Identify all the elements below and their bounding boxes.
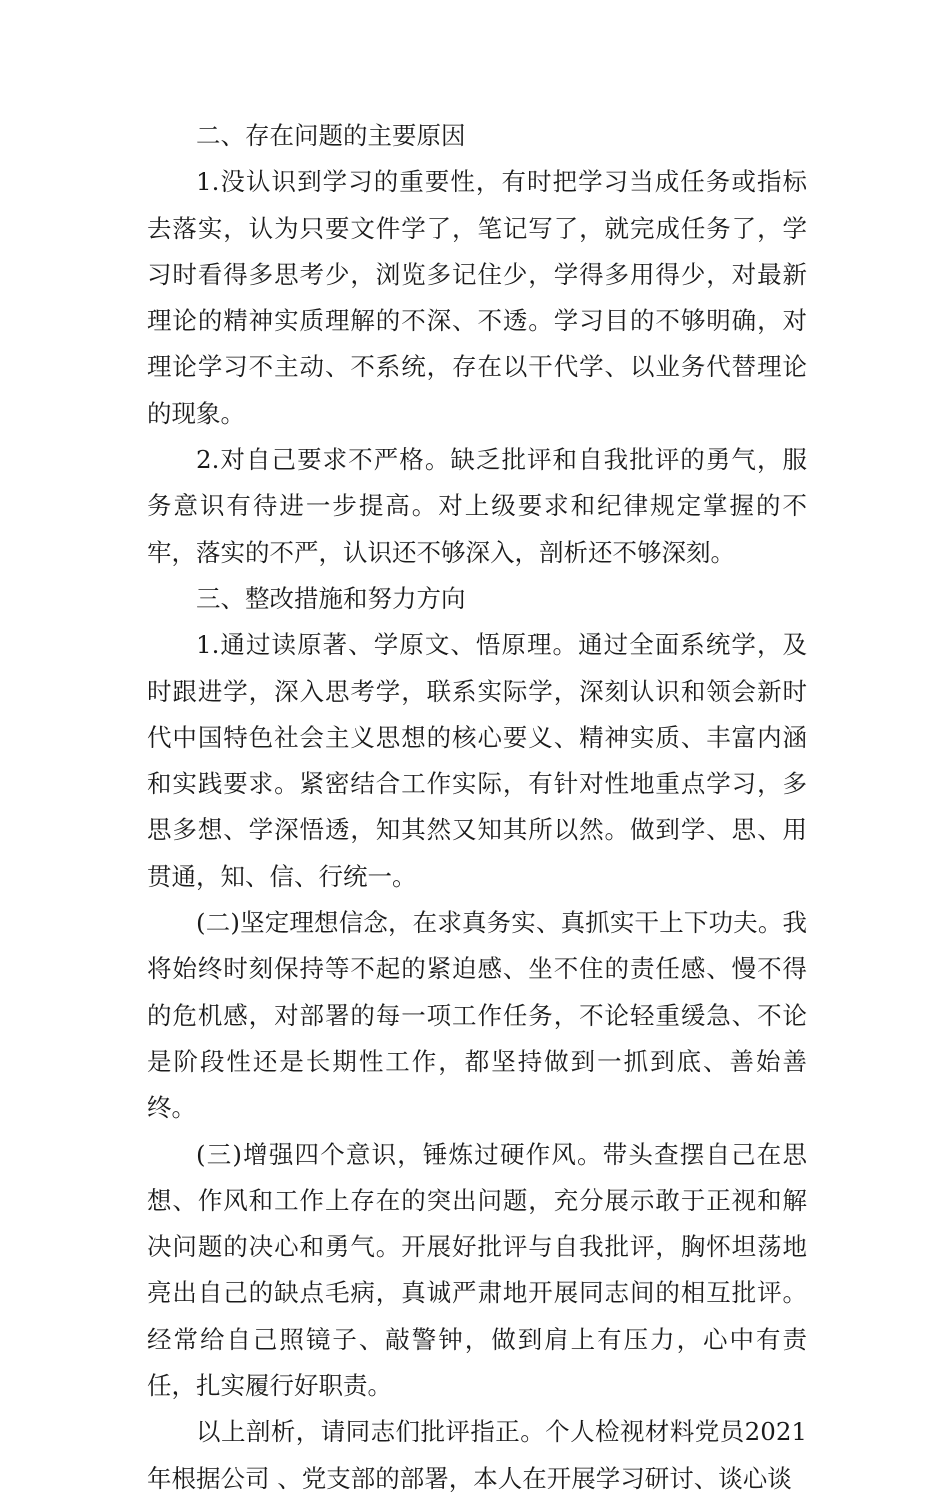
section-heading-causes: 二、存在问题的主要原因 <box>196 121 466 150</box>
section-heading-measures: 三、整改措施和努力方向 <box>196 583 466 613</box>
paragraph-closing: 以上剖析，请同志们批评指正。个人检视材料党员2021年根据公司 、党支部的部署，本人在开展学习研讨、谈心谈 <box>147 1417 807 1493</box>
paragraph-measure-2: (二)坚定理想信念，在求真务实、真抓实干上下功夫。我将始终时刻保持等不起的紧迫感、坐不住的责任感、慢不得的危机感，对部署的每一项工作任务，不论轻重缓急、不论是阶段性还是长期性工作，都坚持做到一抓到底、善始善终。 <box>147 908 807 1123</box>
paragraph-measure-3: (三)增强四个意识，锤炼过硬作风。带头查摆自己在思想、作风和工作上存在的突出问题，充分展示敢于正视和解决问题的决心和勇气。开展好批评与自我批评，胸怀坦荡地亮出自己的缺点毛病，真诚严肃地开展同志间的相互批评。经常给自己照镜子、敲警钟，做到肩上有压力，心中有责任，扎实履行好职责。 <box>147 1139 807 1401</box>
paragraph-measure-1: 1.通过读原著、学原文、悟原理。通过全面系统学，及时跟进学，深入思考学，联系实际学，深刻认识和领会新时代中国特色社会主义思想的核心要义、精神实质、丰富内涵和实践要求。紧密结合工作实际，有针对性地重点学习，多思多想、学深悟透，知其然又知其所以然。做到学、思、用贯通，知、信、行统一。 <box>147 630 807 891</box>
document-body <box>147 113 807 1502</box>
paragraph-cause-1: 1.没认识到学习的重要性，有时把学习当成任务或指标去落实，认为只要文件学了，笔记写了，就完成任务了，学习时看得多思考少，浏览多记住少，学得多用得少，对最新理论的精神实质理解的不深、不透。学习目的不够明确，对理论学习不主动、不系统，存在以干代学、以业务代替理论的现象。 <box>147 167 807 428</box>
paragraph-cause-2: 2.对自己要求不严格。缺乏批评和自我批评的勇气，服务意识有待进一步提高。对上级要求和纪律规定掌握的不牢，落实的不严，认识还不够深入，剖析还不够深刻。 <box>147 445 807 567</box>
